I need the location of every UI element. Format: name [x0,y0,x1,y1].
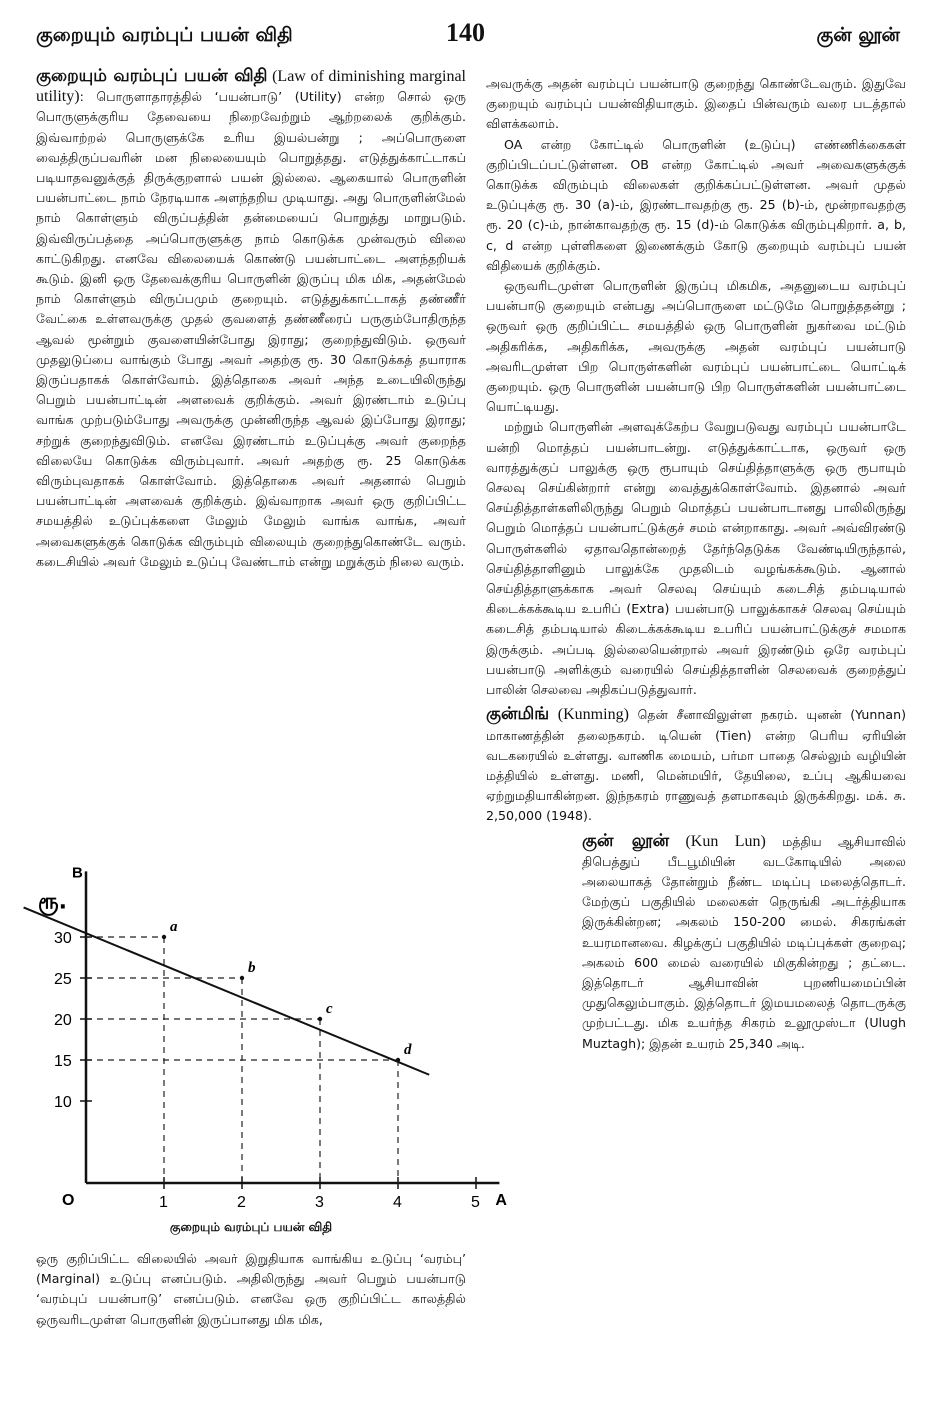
marginal-utility-chart [36,808,507,1218]
point-label-d: d [404,1042,412,1058]
x-tick-label: 3 [315,1194,324,1211]
x-tick-label: 2 [237,1194,246,1211]
entry1-headword: குறையும் வரம்புப் பயன் விதி [36,66,268,86]
data-point-b [240,976,244,980]
x-tick-label: 4 [393,1194,402,1211]
chart-svg [36,808,507,1218]
data-point-d [396,1058,400,1062]
data-point-a [162,935,166,939]
entry2-body: தென் சீனாவிலுள்ள நகரம். யுனன் (Yunnan) மாகாணத்தின் தலைநகரம். டியென் (Tien) என்ற பெரிய ஏரியின் வடகரையில் உள்ளது. வாணிக மையம், பர்மா பாதை செல்லும் வழியின் மத்தியில் உள்ளது. மணி, மென்மயிர், தேயிலை, உப்பு ஆகியவை ஏற்றுமதியாகின்றன. இந்நகரம் ராணுவத் தளமாகவும் இருக்கிறது. மக். சு. 2,50,000 (1948). [486,707,906,824]
x-tick-label: 1 [159,1194,168,1211]
entry1-para1-text: பொருளாதாரத்தில் ‘பயன்பாடு’ (Utility) என்ற சொல் ஒரு பொருளுக்குரிய தேவையை நிறைவேற்றும் ஆற்றலைக் குறிக்கும். இவ்வாற்றல் பொருளுக்கே உரிய இயல்பன்று ; அப்பொருளை வைத்திருப்பவரின் மன நிலையையும் பொறுத்தது. எடுத்துக்காட்டாகப் படியாதவனுக்குத் திருக்குறளால் பயன் இல்லை. ஆகையால் பொருளின் பயன்பாட்டை நாம் நேரடியாக அளந்தறிய முடியாது. அது பொருளின்மேல் நாம் கொள்ளும் விருப்பத்தின் தன்மையைப் பொறுத்து மாறுபடும். இவ்விருப்பத்தை அப்பொருளுக்கு நாம் கொடுக்க முன்வரும் விலை காட்டுகிறது. எனவே விலையைக் கொண்டு பயன்பாட்டை அளந்தறியக் கூடும். இனி ஒரு தேவைக்குரிய பொருளின் இருப்பு மிக மிக, அதன்மேல் நாம் கொள்ளும் விருப்பமும் குறையும். எடுத்துக்காட்டாகத் தண்ணீர் வேட்கை உள்ளவருக்கு முதல் குவளைத் தண்ணீரைப் பருகும்போதிருந்த ஆவல் மூன்றும் குவளையின்போது இராது; குறைந்துவிடும். ஒருவர் முதலுடுப்பை வாங்கும் போது அவர் அதற்கு ரூ. 30 கொடுக்கத் தயாராக இருப்பதாகக் கொள்வோம். இத்தொகை அவர் அந்த உடையிலிருந்து பெறும் பயன்பாட்டின் அளவைக் குறிக்கும். அவர் இரண்டாம் உடுப்பு வாங்க முற்படும்போது அவருக்கு முன்னிருந்த ஆவல் இப்போது இராது; சற்றுக் குறைந்துவிடும். எனவே இரண்டாம் உடுப்புக்கு அவர் குறைந்த விலையே கொடுக்க விரும்புவார். அவர் அதற்கு ரூ. 25 கொடுக்க விரும்புவதாகக் கொள்வோம். இத்தொகை அவர் அதனால் பெறும் பயன்பாட்டின் அளவைக் குறிக்கும். இவ்வாறாக அவர் ஒரு குறிப்பிட்ட சமயத்தில் உடுப்புக்களை மேலும் மேலும் வாங்க வாங்க, அவர் அவைகளுக்குக் கொடுக்க விரும்பும் விலையும் குறைந்துகொண்டே வரும். கடைசியில் அவர் மேலும் உடுப்பு வேண்டாம் என்று மறுக்கும் நிலை வரும். [36,89,466,569]
point-label-a: a [170,919,178,935]
page-header [0,18,940,58]
page-number: 140 [446,18,485,47]
entry2-latin: (Kunming) [557,706,629,724]
x-tick-label: 5 [471,1194,480,1211]
y-tick-label: 10 [54,1094,72,1111]
y-tick-label: 30 [54,930,72,947]
left-column-bottom [36,1249,466,1330]
entry3-latin: (Kun Lun) [685,832,766,850]
chart-caption: குறையும் வரம்புப் பயன் விதி [169,1220,333,1234]
y-tick-label: 20 [54,1012,72,1029]
entry-kun-lun [486,831,906,1054]
origin-label: O [62,1192,75,1209]
entry3-paragraph [582,831,906,1054]
entry1-paragraph-2: ஒரு குறிப்பிட்ட விலையில் அவர் இறுதியாக வாங்கிய உடுப்பு ‘வரம்பு’ (Marginal) உடுப்பு எனப்படும். அதிலிருந்து அவர் பெறும் பயன்பாடு ‘வரம்புப் பயன்பாடு’ எனப்படும். எனவே ஒரு குறிப்பிட்ட காலத்தில் ஒருவரிடமுள்ள பொருளின் இருப்பானது மிக மிக, [36,1251,466,1327]
entry-kunming [486,704,906,826]
entry1-paragraph-4: OA என்ற கோட்டில் பொருளின் (உடுப்பு) எண்ணிக்கைகள் குறிப்பிடப்பட்டுள்ளன. OB என்ற கோட்டில் அவர் அவைகளுக்குக் கொடுக்க விரும்பும் விலைகள் குறிக்கப்பட்டுள்ளன. அவர் முதல் உடுப்புக்கு ரூ. 30 (a)-ம், இரண்டாவதற்கு ரூ. 25 (b)-ம், மூன்றாவதற்கு ரூ. 20 (c)-ம், நான்காவதற்கு ரூ. 15 (d)-ம் கொடுக்க விரும்புகிறார். a, b, c, d என்ற புள்ளிகளை இணைக்கும் கோடு குறையும் வரம்புப் பயன் விதியைக் குறிக்கும். [486,136,906,273]
entry3-headword: குன் லூன் [582,830,670,851]
y-tick-label: 15 [54,1053,72,1070]
entry1-paragraph-3: அவருக்கு அதன் வரம்புப் பயன்பாடு குறைந்து கொண்டேவரும். இதுவே குறையும் வரம்புப் பயன்விதியாகும். இதைப் பின்வரும் வரை படத்தால் விளக்கலாம். [486,76,906,132]
point-label-b: b [248,960,256,976]
entry1-colon: : [79,89,84,105]
entry1-paragraph-6: மற்றும் பொருளின் அளவுக்கேற்ப வேறுபடுவது வரம்புப் பயன்பாடே யன்றி மொத்தப் பயன்பாடன்று. எடுத்துக்காட்டாக, ஒருவர் ஒரு வாரத்துக்குப் பாலுக்கு ஒரு ரூபாயும் செய்தித்தாளுக்கு ஒரு ரூபாயும் செலவு செய்கின்றார் என்று வைத்துக்கொள்வோம். இதனால் அவர் செய்தித்தாள்களிலிருந்து பெறும் மொத்தப் பயன்பாடானது பாலிலிருந்து பெறும் மொத்தப் பயன்பாட்டுக்குச் சமம் என்றாகாது. அவர் அவ்விரண்டு பொருள்களில் ஏதாவதொன்றைத் தேர்ந்தெடுக்க வேண்டியிருந்தால், செய்தித்தாளினும் பாலுக்கே முதலிடம் வழங்கக்கூடும். ஆனால் செய்தித்தாளுக்காக அவர் செலவு செய்யும் கடைசித் தம்படியால் கிடைக்கக்கூடிய உபரிப் (Extra) பயன்பாடு பாலுக்காகச் செலவு செய்யும் கடைசித் தம்படியால் கிடைக்கக்கூடிய உபரிப் பயன்பாட்டுக்குச் சமமாக இருக்கும். அப்படி இல்லையென்றால் அவர் இரண்டும் ஒரே வரம்புப் பயன்பாடு அளிக்கும் வரையில் செய்தித்தாளின் செலவைக் குறைத்துப் பாலின் செலவை அதிகப்படுத்துவார். [486,419,906,698]
x-axis-letter: A [495,1192,507,1209]
y-tick-label: 25 [54,971,72,988]
entry1-paragraph-5: ஒருவரிடமுள்ள பொருளின் இருப்பு மிகமிக, அதனுடைய வரம்புப் பயன்பாடு குறையும் என்பது அப்பொருளை மட்டுமே பொறுத்ததன்று ; ஒருவர் ஒரு குறிப்பிட்ட சமயத்தில் ஒரு பொருளின் நுகர்வை மட்டும் அதிகரிக்க, அதிகரிக்க, அவருக்கு அதன் வரம்புப் பயன்பாடு அவரிடமுள்ள பிற பொருள்களின் வரம்புப் பயன்பாட்டை யொட்டிக் குறையும். ஒரு பொருளின் பயன்பாடு பிற பொருள்களின் பயன்பாட்டை யொட்டியது. [486,278,906,415]
header-left-term: குறையும் வரம்புப் பயன் விதி [36,24,293,46]
y-axis-letter: B [72,864,83,882]
left-column-top [36,66,466,572]
y-unit-label: ரூ. [38,889,67,915]
header-right-term: குன் லூன் [816,24,900,46]
entry2-headword: குன்மிங் [486,704,550,725]
data-point-c [318,1017,322,1021]
point-label-c: c [326,1001,333,1017]
entry2-paragraph [486,704,906,826]
utility-line [24,907,430,1074]
right-column [486,74,906,1054]
entry1-latin: (Law of diminishing marginal utility) [36,68,466,106]
entry1-paragraph-1 [36,66,466,572]
entry3-body: மத்திய ஆசியாவில் திபெத்துப் பீடபூமியின் வடகோடியில் அலை அலையாகத் தோன்றும் நீண்ட மடிப்பு மலைத்தொடர். மேற்குப் பகுதியில் மலைகள் நெருங்கி அடர்த்தியாக இருக்கின்றன; அகலம் 150-200 மைல். சிகரங்கள் உயரமானவை. கிழக்குப் பகுதியில் மடிப்புக்கள் குறைவு; அகலம் 600 மைல் வரையில் மிகுகின்றது ; தட்டை. இத்தொடர் ஆசியாவின் புறணியமைப்பின் முதுகெலும்பாகும். இத்தொடர் இமயமலைத் தொடருக்கு முற்பட்டது. மிக உயர்ந்த சிகரம் உலூமுஸ்டா (Ulugh Muztagh); இதன் உயரம் 25,340 அடி. [582,833,906,1051]
